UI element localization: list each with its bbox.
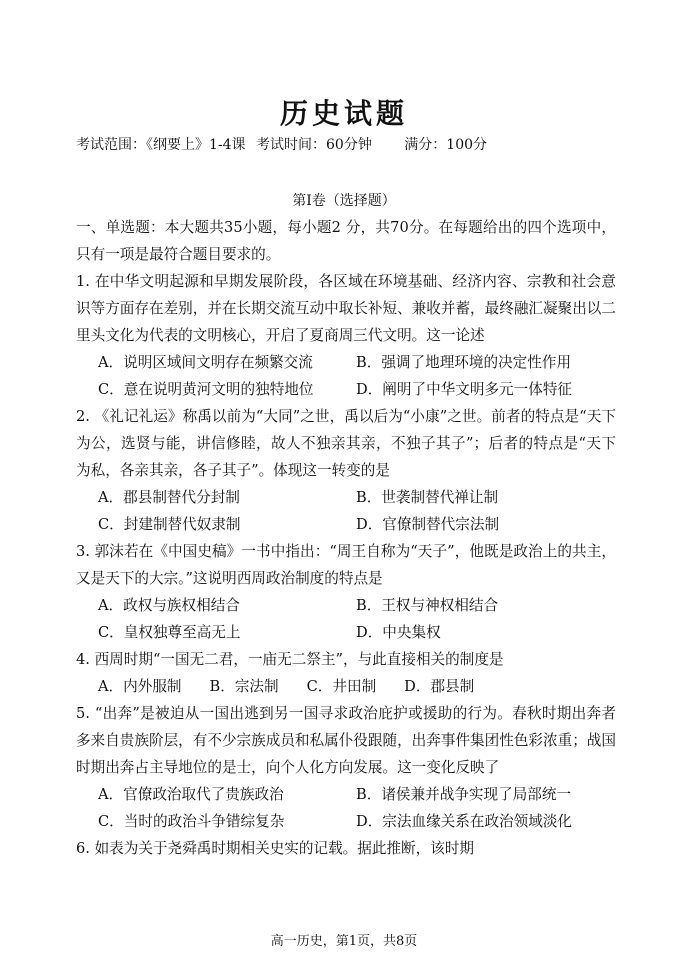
exam-time: 考试时间：60分钟 — [256, 137, 372, 153]
option: B．强调了地理环境的决定性作用 — [356, 354, 572, 371]
option: D．官僚制替代宗法制 — [356, 516, 500, 533]
page-footer: 高一历史，第1页，共8页 — [270, 934, 418, 949]
question-stem: 6. 如表为关于尧舜禹时期相关史实的记载。据此推断，该时期 — [76, 840, 475, 857]
option: D．宗法血缘关系在政治领域淡化 — [356, 813, 573, 830]
option: A．说明区域间文明存在频繁交流 — [98, 354, 313, 371]
question-options — [76, 673, 616, 700]
question-options — [76, 592, 616, 646]
option: B．王权与神权相结合 — [356, 597, 499, 614]
option: C．当时的政治斗争错综复杂 — [98, 813, 285, 830]
option: C．封建制替代奴隶制 — [98, 516, 241, 533]
option: A．郡县制替代分封制 — [98, 489, 240, 506]
question-stem: 5. “出奔”是被迫从一国出逃到另一国寻求政治庇护或援助的行为。春秋时期出奔者多来自贵族阶层，有不少宗族成员和私属仆役跟随，出奔事件集团性色彩浓重；战国时期出奔占主导地位的是士，向个人化方向发展。这一变化反映了 — [76, 705, 616, 776]
question-stem: 3. 郭沫若在《中国史稿》一书中指出：“周王自称为“天子”，他既是政治上的共主，又是天下的大宗。”这说明西周政治制度的特点是 — [76, 543, 616, 587]
exam-meta — [76, 134, 493, 154]
question-body — [76, 214, 616, 862]
option: C．皇权独尊至高无上 — [98, 624, 241, 641]
option: B．宗法制 — [209, 678, 279, 695]
exam-range: 考试范围：《纲要上》1-4课 — [76, 137, 246, 153]
option: D．中央集权 — [356, 624, 441, 641]
question-options — [76, 781, 616, 835]
option: C．意在说明黄河文明的独特地位 — [98, 381, 314, 398]
option: A．政权与族权相结合 — [98, 597, 240, 614]
option: B．诸侯兼并战争实现了局部统一 — [356, 786, 572, 803]
option: A．内外服制 — [98, 678, 182, 695]
option: B．世袭制替代禅让制 — [356, 489, 499, 506]
section-title: 第Ⅰ卷（选择题） — [292, 193, 396, 209]
exam-score: 满分：100分 — [404, 137, 488, 153]
exam-title: 历史试题 — [279, 97, 408, 130]
option: A．官僚政治取代了贵族政治 — [98, 786, 284, 803]
question-stem: 4. 西周时期“一国无二君，一庙无二祭主”，与此直接相关的制度是 — [76, 651, 504, 668]
question-stem: 2. 《礼记礼运》称禹以前为“大同”之世，禹以后为“小康”之世。前者的特点是“天下为公，选贤与能，讲信修睦，故人不独亲其亲，不独子其子”；后者的特点是“天下为私，各亲其亲，各子其子”。体现这一转变的是 — [76, 408, 616, 479]
option: C．井田制 — [306, 678, 377, 695]
option: D．阐明了中华文明多元一体特征 — [356, 381, 573, 398]
question-stem: 1. 在中华文明起源和早期发展阶段，各区域在环境基础、经济内容、宗教和社会意识等方面存在差别，并在长期交流互动中取长补短、兼收并蓄，最终融汇凝聚出以二里头文化为代表的文明核心，开启了夏商周三代文明。这一论述 — [76, 273, 616, 344]
instruction: 一、单选题：本大题共35小题，每小题2 分，共70分。在每题给出的四个选项中，只有一项是最符合题目要求的。 — [76, 219, 616, 263]
option: D．郡县制 — [404, 678, 475, 695]
question-options — [76, 349, 616, 403]
question-options — [76, 484, 616, 538]
